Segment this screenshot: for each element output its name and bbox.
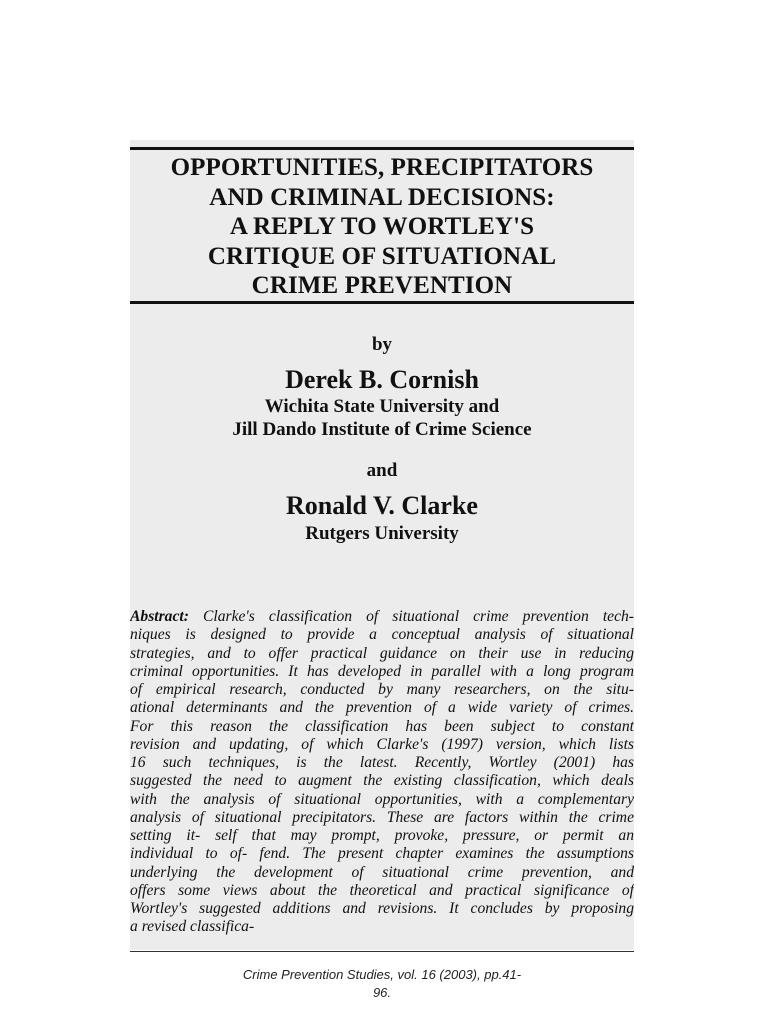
title-line: CRITIQUE OF SITUATIONAL	[207, 242, 557, 270]
title-top-rule	[130, 147, 634, 150]
and-label: and	[366, 460, 398, 481]
abstract-line: underlying the development of situational crime prevention, and	[130, 863, 634, 881]
abstract-line-text: Clarke's classification of situational crime prevention tech-	[188, 608, 634, 625]
footer-rule	[130, 951, 634, 952]
title-line: CRIME PREVENTION	[251, 272, 513, 299]
by-label: by	[371, 334, 393, 355]
author-affiliation: Rutgers University	[305, 523, 459, 544]
abstract-line: strategies, and to offer practical guidance on their use in reducing	[130, 644, 634, 662]
citation-line: Crime Prevention Studies, vol. 16 (2003), pp.41-	[242, 967, 522, 982]
title-bottom-rule	[130, 301, 634, 304]
abstract-line: setting it- self that may prompt, provoke, pressure, or permit an	[130, 827, 634, 844]
abstract-line: ational determinants and the prevention of a wide variety of crimes.	[130, 699, 634, 717]
abstract-line: a revised classifica-	[130, 918, 255, 936]
author-name: Ronald V. Clarke	[286, 491, 478, 520]
abstract	[130, 608, 634, 937]
abstract-line: individual to of- fend. The present chapter examines the assumptions	[130, 845, 634, 863]
abstract-line: 16 such techniques, is the latest. Recently, Wortley (2001) has	[130, 754, 634, 771]
citation-footer	[130, 966, 634, 1002]
abstract-line: suggested the need to augment the existing classification, which deals	[130, 772, 634, 790]
author-affiliation: Jill Dando Institute of Crime Science	[232, 419, 532, 440]
abstract-line: revision and updating, of which Clarke's (1997) version, which lists	[130, 735, 634, 753]
abstract-line: criminal opportunities. It has developed in parallel with a long program	[130, 662, 634, 680]
author-affiliation: Wichita State University and	[264, 396, 500, 417]
citation-line: 96.	[372, 985, 392, 1000]
abstract-line: analysis of situational precipitators. These are factors within the crime	[130, 808, 634, 826]
title-line: OPPORTUNITIES, PRECIPITATORS	[170, 154, 594, 181]
abstract-line	[130, 608, 634, 626]
abstract-line: offers some views about the theoretical and practical significance of	[130, 881, 634, 899]
title-line: AND CRIMINAL DECISIONS:	[209, 183, 555, 211]
abstract-line: with the analysis of situational opportunities, with a complementary	[130, 790, 634, 808]
abstract-label: Abstract:	[130, 608, 189, 625]
author-name: Derek B. Cornish	[285, 365, 479, 394]
abstract-line: niques is designed to provide a conceptual analysis of situational	[130, 626, 634, 644]
title-line: A REPLY TO WORTLEY'S	[229, 213, 535, 240]
abstract-line: Wortley's suggested additions and revisions. It concludes by proposing	[130, 900, 634, 917]
paper-title	[130, 153, 634, 301]
abstract-line: For this reason the classification has been subject to constant	[130, 717, 634, 735]
abstract-line: of empirical research, conducted by many researchers, on the situ-	[130, 681, 634, 698]
